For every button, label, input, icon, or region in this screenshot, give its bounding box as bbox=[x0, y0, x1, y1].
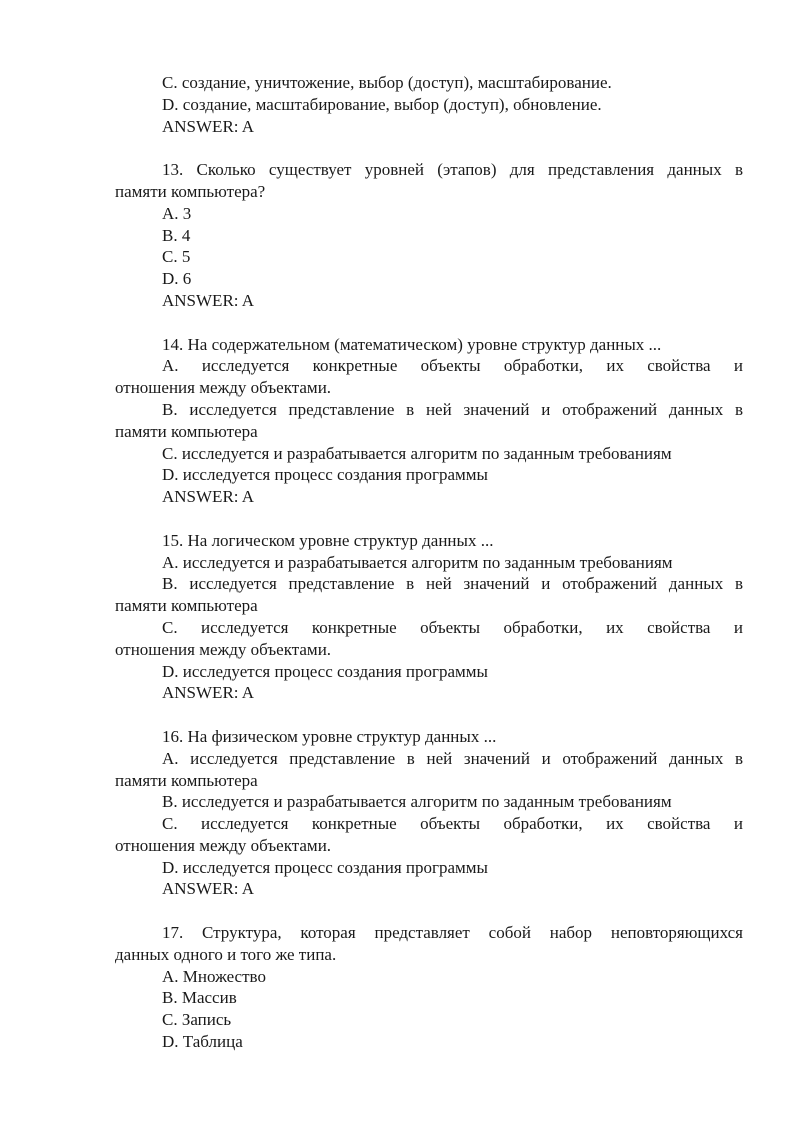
option-text: B. 4 bbox=[162, 225, 191, 245]
answer-text: ANSWER: A bbox=[162, 683, 255, 703]
option-text: B. исследуется представление в ней значений и отображений данных в bbox=[162, 399, 743, 419]
question-text: данных одного и того же типа. bbox=[115, 944, 337, 964]
option-text: A. исследуется и разрабатывается алгоритм по заданным требованиям bbox=[162, 552, 673, 572]
option-text: D. Таблица bbox=[162, 1032, 243, 1052]
option-text: C. создание, уничтожение, выбор (доступ), масштабирование. bbox=[162, 73, 612, 92]
question-text: 13. Сколько существует уровней (этапов) для представления данных в bbox=[162, 160, 743, 180]
option-text: A. 3 bbox=[162, 203, 192, 223]
document-page bbox=[115, 72, 743, 1053]
question-text: 16. На физическом уровне структур данных ... bbox=[162, 726, 497, 746]
option-text: B. исследуется и разрабатывается алгоритм по заданным требованиям bbox=[162, 792, 672, 812]
question-text: 17. Структура, которая представляет собой набор неповторяющихся bbox=[162, 923, 743, 943]
option-text: C. Запись bbox=[162, 1010, 232, 1030]
answer-text: ANSWER: A bbox=[162, 290, 255, 310]
option-text: отношения между объектами. bbox=[115, 835, 332, 855]
answer-text: ANSWER: A bbox=[162, 879, 255, 899]
option-text: B. исследуется представление в ней значений и отображений данных в bbox=[162, 574, 743, 594]
option-text: памяти компьютера bbox=[115, 596, 258, 616]
option-text: D. создание, масштабирование, выбор (доступ), обновление. bbox=[162, 94, 602, 114]
option-text: отношения между объектами. bbox=[115, 378, 332, 398]
option-text: D. 6 bbox=[162, 269, 192, 289]
question-text: 14. На содержательном (математическом) уровне структур данных ... bbox=[162, 334, 662, 354]
answer-text: ANSWER: A bbox=[162, 487, 255, 507]
option-text: C. исследуется и разрабатывается алгоритм по заданным требованиям bbox=[162, 443, 672, 463]
question-text: 15. На логическом уровне структур данных ... bbox=[162, 530, 494, 550]
option-text: D. исследуется процесс создания программы bbox=[162, 661, 488, 681]
option-text: A. исследуется представление в ней значений и отображений данных в bbox=[162, 748, 743, 768]
question-text: памяти компьютера? bbox=[115, 181, 266, 201]
answer-text: ANSWER: A bbox=[162, 116, 255, 136]
option-text: C. исследуется конкретные объекты обработки, их свойства и bbox=[162, 617, 743, 637]
option-text: A. исследуется конкретные объекты обработки, их свойства и bbox=[162, 356, 743, 376]
option-text: C. исследуется конкретные объекты обработки, их свойства и bbox=[162, 814, 743, 834]
option-text: отношения между объектами. bbox=[115, 639, 332, 659]
option-text: памяти компьютера bbox=[115, 770, 258, 790]
option-text: A. Множество bbox=[162, 966, 266, 986]
option-text: D. исследуется процесс создания программы bbox=[162, 857, 488, 877]
option-text: C. 5 bbox=[162, 247, 191, 267]
option-text: D. исследуется процесс создания программы bbox=[162, 465, 488, 485]
option-text: B. Массив bbox=[162, 988, 237, 1008]
option-text: памяти компьютера bbox=[115, 421, 258, 441]
